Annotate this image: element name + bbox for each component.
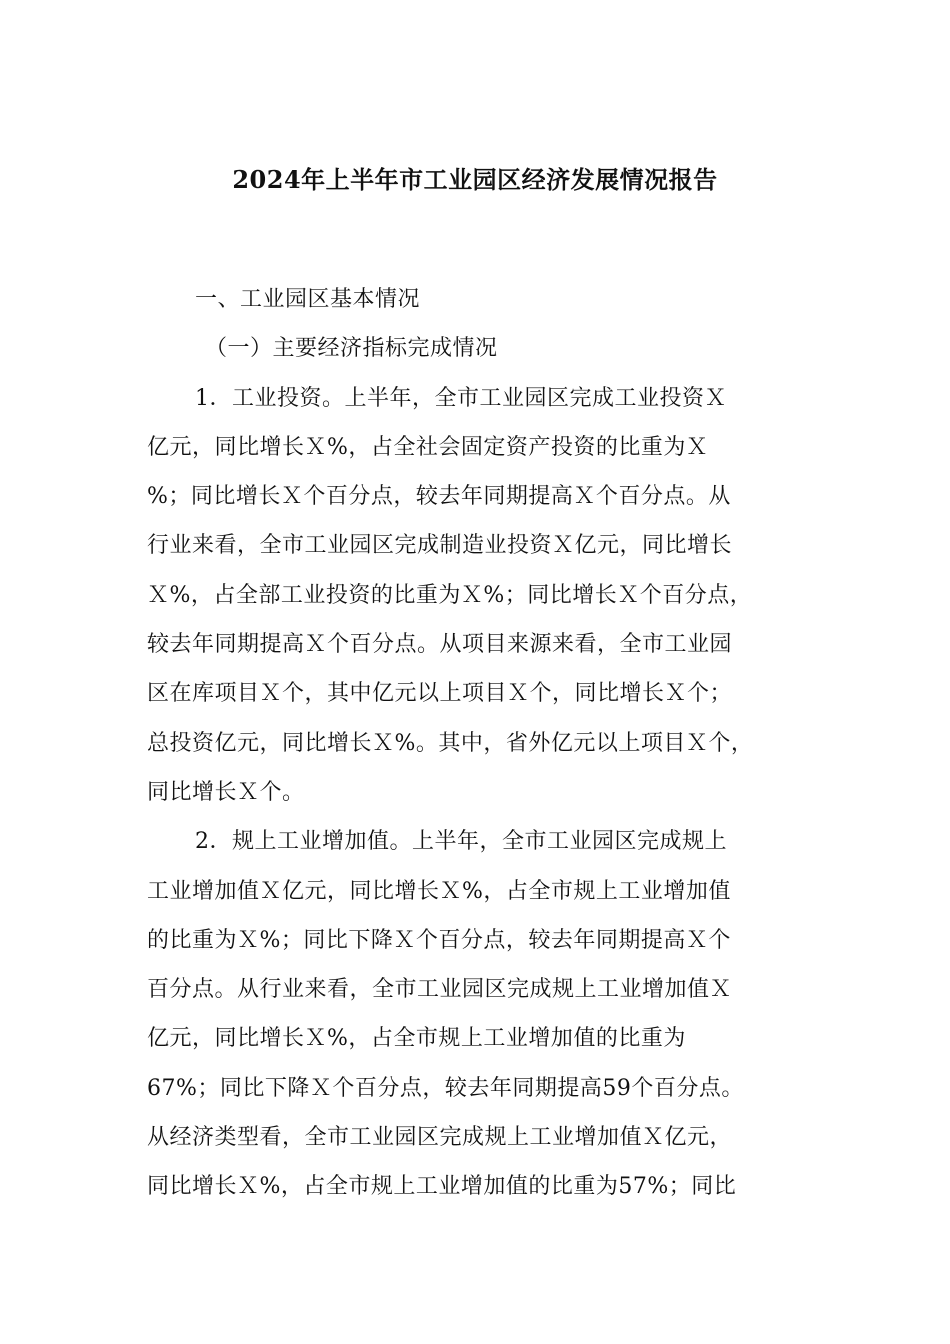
- paragraph-line: 从经济类型看，全市工业园区完成规上工业增加值Ｘ亿元，: [147, 1125, 733, 1151]
- paragraph-line: 亿元，同比增长Ｘ%，占全市规上工业增加值的比重为: [147, 1026, 686, 1052]
- paragraph-line: 区在库项目Ｘ个，其中亿元以上项目Ｘ个，同比增长Ｘ个；: [147, 681, 733, 707]
- paragraph-line: 同比增长Ｘ个。: [147, 779, 305, 805]
- paragraph-line: %；同比增长Ｘ个百分点，较去年同期提高Ｘ个百分点。从: [147, 484, 731, 510]
- paragraph-line: 同比增长Ｘ%，占全市规上工业增加值的比重为57%；同比: [147, 1174, 737, 1200]
- paragraph-line: 2．规上工业增加值。上半年，全市工业园区完成规上: [195, 829, 727, 855]
- paragraph-line: 总投资亿元，同比增长Ｘ%。其中，省外亿元以上项目Ｘ个，: [147, 730, 754, 756]
- paragraph-line: Ｘ%，占全部工业投资的比重为Ｘ%；同比增长Ｘ个百分点，: [147, 582, 753, 608]
- paragraph-line: 1．工业投资。上半年，全市工业园区完成工业投资Ｘ: [195, 385, 727, 411]
- subsection-heading: （一）主要经济指标完成情况: [205, 336, 498, 362]
- document-title: 2024年上半年市工业园区经济发展情况报告: [232, 165, 718, 194]
- paragraph-line: 的比重为Ｘ%；同比下降Ｘ个百分点，较去年同期提高Ｘ个: [147, 927, 731, 953]
- paragraph-line: 67%；同比下降Ｘ个百分点，较去年同期提高59个百分点。: [147, 1075, 744, 1101]
- paragraph-line: 工业增加值Ｘ亿元，同比增长Ｘ%，占全市规上工业增加值: [147, 878, 731, 904]
- paragraph-line: 百分点。从行业来看，全市工业园区完成规上工业增加值Ｘ: [147, 977, 733, 1003]
- document-body: [147, 275, 827, 1212]
- paragraph-line: 较去年同期提高Ｘ个百分点。从项目来源来看，全市工业园: [147, 632, 733, 658]
- paragraph-line: 行业来看，全市工业园区完成制造业投资Ｘ亿元，同比增长: [147, 533, 733, 559]
- paragraph-line: 亿元，同比增长Ｘ%，占全社会固定资产投资的比重为Ｘ: [147, 434, 709, 460]
- section-heading: 一、工业园区基本情况: [195, 287, 421, 312]
